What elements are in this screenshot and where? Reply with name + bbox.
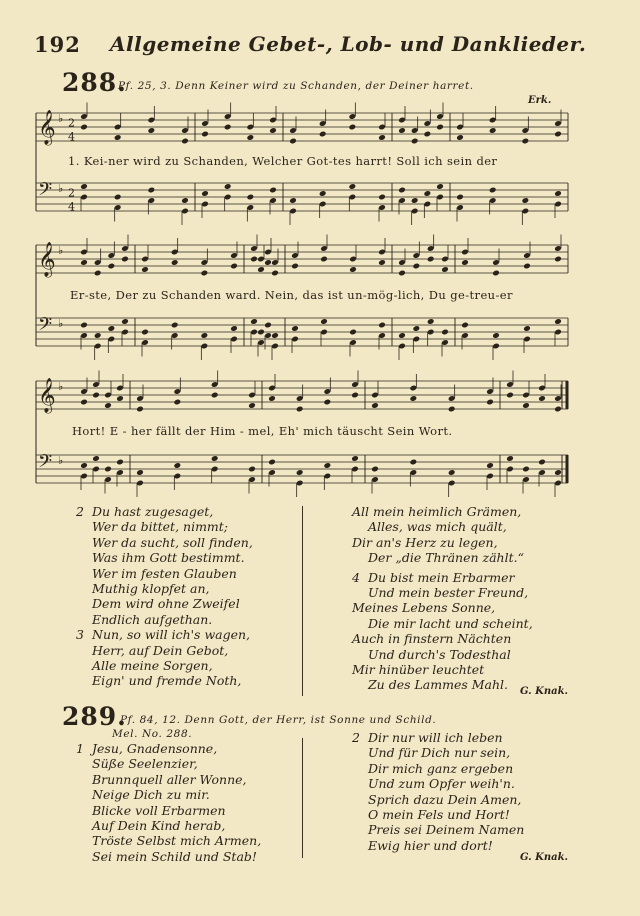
note-head [269, 127, 277, 134]
hymn-288-reference: Pf. 25, 3. Denn Keiner wird zu Schanden, der Deiner harret. [118, 80, 474, 92]
verse-line: Dir nur will ich leben [368, 730, 503, 745]
verse-line: Sei mein Schild und Stab! [92, 848, 257, 864]
note-head [108, 325, 116, 332]
hymn-288-attribution: G. Knak. [520, 686, 568, 697]
note-head [201, 332, 209, 339]
note-head [378, 134, 386, 141]
note-head [398, 332, 406, 339]
note-head [448, 406, 456, 413]
note-head [378, 322, 386, 329]
note-head [554, 190, 562, 197]
treble-clef: 𝄞 [38, 109, 56, 145]
verse-line: Was ihm Gott bestimmt. [92, 550, 245, 566]
note-head [92, 392, 100, 399]
note-head [257, 266, 265, 273]
flat-sign: ♭ [58, 317, 64, 331]
note-head [319, 131, 327, 138]
hymn-288-verses-right [352, 504, 533, 693]
note-head [121, 318, 129, 325]
hymn-289-melody: Mel. No. 288. [112, 728, 193, 740]
note-head [554, 131, 562, 138]
verse-line: Und mein bester Freund, [368, 585, 529, 601]
note-head [398, 187, 406, 194]
note-head [247, 194, 255, 201]
note-head [349, 124, 357, 131]
note-head [522, 466, 530, 473]
note-head [148, 187, 156, 194]
note-head [436, 124, 444, 131]
verse-line: Und durch's Todesthal [368, 646, 511, 662]
note-head [141, 329, 149, 336]
note-head [181, 138, 189, 145]
note-head [456, 134, 464, 141]
flat-sign: ♭ [58, 244, 64, 258]
note-head [522, 402, 530, 409]
note-head [248, 466, 256, 473]
hymn-288-number: 288. [62, 68, 127, 97]
bass-clef: 𝄢 [38, 179, 53, 205]
hymn-289-verses-left [76, 741, 261, 864]
verse-line: Eign' und fremde Noth, [92, 673, 242, 689]
note-head [538, 459, 546, 466]
verse-number: 2 [352, 730, 360, 745]
verse-line: Mir hinüber leuchtet [352, 662, 485, 678]
note-head [492, 270, 500, 277]
note-head [554, 318, 562, 325]
verse-line: Ewig hier und dort! [368, 837, 493, 853]
note-head [489, 127, 497, 134]
note-head [349, 183, 357, 190]
note-head [80, 322, 88, 329]
hymn-289-attribution: G. Knak. [520, 852, 568, 863]
note-head [211, 392, 219, 399]
note-head [268, 395, 276, 402]
note-head [257, 329, 265, 336]
note-head [121, 256, 129, 263]
note-head [250, 318, 258, 325]
note-head [320, 318, 328, 325]
note-head [427, 256, 435, 263]
lyrics-system-2: Er-ste, Der zu Schanden ward. Nein, das ist un-mög-lich, Du ge-treu-er [70, 288, 513, 302]
note-head [80, 462, 88, 469]
verse-line: Dir an's Herz zu legen, [352, 534, 498, 550]
note-head [289, 197, 297, 204]
hymn-289-reference: Pf. 84, 12. Denn Gott, der Herr, ist Sonne und Schild. [120, 714, 437, 726]
note-head [436, 183, 444, 190]
note-head [80, 183, 88, 190]
note-head [211, 455, 219, 462]
note-head [351, 455, 359, 462]
note-head [448, 469, 456, 476]
verse-line: Jesu, Gnadensonne, [92, 741, 218, 756]
note-head [268, 459, 276, 466]
note-head [264, 259, 272, 266]
note-head [201, 131, 209, 138]
note-head [247, 134, 255, 141]
note-head [171, 259, 179, 266]
column-divider [302, 506, 303, 696]
time-sig-bottom: 4 [68, 130, 75, 144]
note-head [116, 459, 124, 466]
verse-line: Brunnquell aller Wonne, [92, 771, 247, 787]
note-head [410, 459, 418, 466]
verse-line: Neige Dich zu mir. [92, 787, 210, 803]
verse-line: O mein Fels und Hort! [368, 807, 510, 823]
note-head [351, 392, 359, 399]
verse-number: 2 [76, 504, 84, 519]
note-head [486, 399, 494, 406]
hymn-288-composer: Erk. [528, 95, 552, 106]
verse-line: Der „die Thränen zählt.“ [368, 550, 524, 566]
note-head [291, 263, 299, 270]
note-head [411, 138, 419, 145]
note-head [248, 402, 256, 409]
verse-line: Tröste Selbst mich Armen, [92, 833, 262, 849]
note-head [523, 325, 531, 332]
verse-line: Auf Dein Kind herab, [92, 818, 226, 834]
note-head [114, 194, 122, 201]
time-sig-bottom: 4 [68, 200, 75, 214]
verse-line: Muthig klopfet an, [92, 581, 210, 597]
note-head [104, 402, 112, 409]
note-head [324, 462, 332, 469]
time-sig-top: 2 [68, 186, 75, 200]
note-head [80, 399, 88, 406]
note-head [148, 127, 156, 134]
note-head [456, 194, 464, 201]
note-head [136, 406, 144, 413]
verse-line: Sprich dazu Dein Amen, [368, 791, 522, 807]
note-head [94, 270, 102, 277]
note-head [522, 138, 530, 145]
note-head [441, 266, 449, 273]
note-head [80, 124, 88, 131]
flat-sign: ♭ [58, 380, 64, 394]
note-head [411, 197, 419, 204]
note-head [250, 256, 258, 263]
column-divider-289 [302, 738, 303, 858]
note-head [441, 329, 449, 336]
verse-line: Nun, so will ich's wagen, [92, 627, 251, 643]
note-head [271, 332, 279, 339]
verse-line: Wer da sucht, soll finden, [92, 534, 253, 550]
time-sig-top: 2 [68, 116, 75, 130]
note-head [80, 259, 88, 266]
note-head [398, 270, 406, 277]
note-head [554, 256, 562, 263]
note-head [92, 455, 100, 462]
note-head [378, 194, 386, 201]
verse-line: All mein heimlich Grämen, [352, 504, 522, 519]
note-head [264, 322, 272, 329]
note-head [269, 187, 277, 194]
note-head [371, 466, 379, 473]
verse-line: Meines Lebens Sonne, [352, 600, 496, 616]
note-head [538, 395, 546, 402]
note-head [289, 138, 297, 145]
bass-clef: 𝄢 [38, 451, 53, 477]
verse-line: Blicke voll Erbarmen [92, 802, 226, 818]
note-head [141, 266, 149, 273]
note-head [230, 263, 238, 270]
verse-line: Und zum Opfer weih'n. [368, 776, 515, 792]
note-head [224, 183, 232, 190]
note-head [201, 190, 209, 197]
note-head [461, 322, 469, 329]
note-head [296, 406, 304, 413]
verse-line: Dem wird ohne Zweifel [92, 596, 240, 612]
verse-line: Wer da bittet, nimmt; [92, 519, 229, 535]
note-head [427, 318, 435, 325]
note-head [413, 263, 421, 270]
verse-line: Die mir lacht und scheint, [368, 615, 533, 631]
note-head [271, 270, 279, 277]
note-head [506, 392, 514, 399]
note-head [349, 266, 357, 273]
note-head [291, 325, 299, 332]
note-head [424, 131, 432, 138]
note-head [296, 469, 304, 476]
verse-line: Dir mich ganz ergeben [368, 760, 514, 776]
hymn-289-verses-right [352, 730, 524, 853]
note-head [171, 322, 179, 329]
page-number: 192 [34, 32, 81, 57]
note-head [94, 332, 102, 339]
note-head [116, 395, 124, 402]
treble-clef: 𝄞 [38, 241, 56, 277]
verse-number: 4 [352, 569, 360, 585]
verse-line: Alle meine Sorgen, [92, 658, 213, 674]
verse-line: Du hast zugesaget, [92, 504, 214, 519]
note-head [506, 455, 514, 462]
note-head [523, 263, 531, 270]
hymn-289-number: 289. [62, 702, 127, 731]
lyrics-system-3: Hort! E - her fällt der Him - mel, Eh' mich täuscht Sein Wort. [72, 424, 453, 438]
note-head [108, 263, 116, 270]
note-head [424, 190, 432, 197]
note-head [413, 325, 421, 332]
verse-line: Alles, was mich quält, [368, 519, 507, 535]
note-head [320, 256, 328, 263]
note-head [324, 399, 332, 406]
note-head [201, 270, 209, 277]
verse-line: Wer im festen Glauben [92, 565, 237, 581]
note-head [398, 127, 406, 134]
bass-clef: 𝄢 [38, 314, 53, 340]
page-title: Allgemeine Gebet-, Lob- und Danklieder. [110, 32, 587, 56]
verse-line: Süße Seelenzier, [92, 756, 198, 772]
verse-line: Und für Dich nur sein, [368, 745, 511, 761]
flat-sign: ♭ [58, 112, 64, 126]
treble-clef: 𝄞 [38, 377, 56, 413]
note-head [554, 469, 562, 476]
note-head [174, 399, 182, 406]
verse-number: 3 [76, 627, 84, 643]
note-head [522, 197, 530, 204]
note-head [349, 329, 357, 336]
note-head [486, 462, 494, 469]
note-head [410, 395, 418, 402]
hymn-288-verses-left [76, 504, 253, 689]
verse-line: Du bist mein Erbarmer [368, 569, 515, 585]
note-head [319, 190, 327, 197]
note-head [378, 259, 386, 266]
verse-line: Endlich aufgethan. [92, 611, 213, 627]
note-head [554, 406, 562, 413]
note-head [224, 124, 232, 131]
note-head [174, 462, 182, 469]
flat-sign: ♭ [58, 454, 64, 468]
note-head [371, 402, 379, 409]
note-head [230, 325, 238, 332]
note-head [181, 197, 189, 204]
note-head [104, 466, 112, 473]
note-head [461, 259, 469, 266]
note-head [114, 134, 122, 141]
flat-sign: ♭ [58, 182, 64, 196]
note-head [489, 187, 497, 194]
verse-line: Preis sei Deinem Namen [368, 822, 525, 838]
verse-line: Auch in finstern Nächten [352, 631, 512, 647]
verse-line: Zu des Lammes Mahl. [368, 677, 509, 693]
note-head [492, 332, 500, 339]
note-head [136, 469, 144, 476]
verse-number: 1 [76, 741, 84, 756]
verse-line: Herr, auf Dein Gebot, [92, 642, 229, 658]
lyrics-system-1: 1. Kei-ner wird zu Schanden, Welcher Got-tes harrt! Soll ich sein der [68, 154, 498, 168]
